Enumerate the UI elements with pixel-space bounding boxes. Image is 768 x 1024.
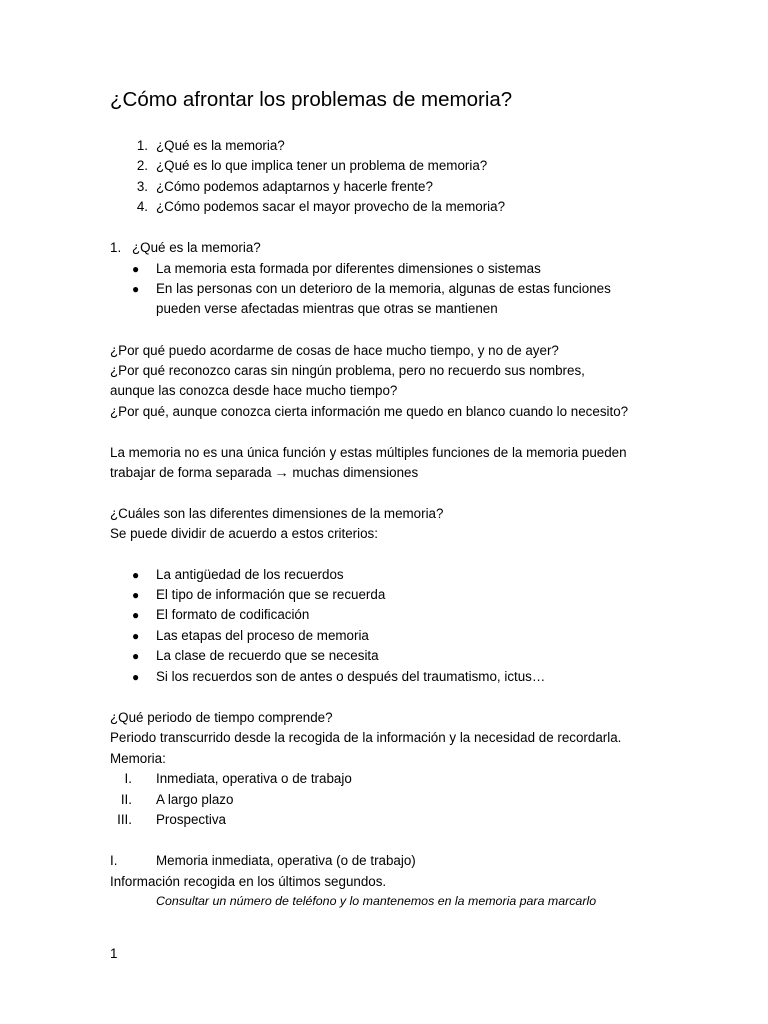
- roman-number: I.: [124, 771, 132, 786]
- example-line: Consultar un número de teléfono y lo mantenemos en la memoria para marcarlo: [156, 894, 597, 908]
- paragraph-text: muchas dimensiones: [292, 465, 419, 480]
- section-number: 1.: [110, 240, 122, 255]
- bullet-icon: ●: [132, 649, 140, 663]
- bullet-text: El formato de codificación: [156, 607, 310, 622]
- question-line: ¿Por qué, aunque conozca cierta información me quedo en blanco cuando lo necesito?: [110, 404, 629, 419]
- description-line: Información recogida en los últimos segundos.: [110, 874, 387, 889]
- question-line: ¿Qué periodo de tiempo comprende?: [110, 710, 333, 725]
- toc-text: ¿Cómo podemos sacar el mayor provecho de la memoria?: [156, 199, 506, 214]
- bullet-text: En las personas con un deterioro de la memoria, algunas de estas funciones: [156, 281, 611, 296]
- toc-text: ¿Qué es lo que implica tener un problema de memoria?: [156, 158, 488, 173]
- roman-text: Inmediata, operativa o de trabajo: [156, 771, 352, 786]
- page-number: 1: [110, 946, 118, 961]
- section-heading-text: ¿Qué es la memoria?: [132, 240, 261, 255]
- subsection-heading-text: Memoria inmediata, operativa (o de trabajo): [156, 853, 416, 868]
- toc-number: 4.: [136, 199, 148, 214]
- toc-text: ¿Cómo podemos adaptarnos y hacerle frente?: [156, 179, 433, 194]
- bullet-text: pueden verse afectadas mientras que otras se mantienen: [156, 301, 498, 316]
- subsection-heading: [110, 851, 416, 871]
- roman-number: II.: [120, 792, 132, 807]
- toc-text: ¿Qué es la memoria?: [156, 138, 285, 153]
- bullet-icon: ●: [132, 608, 140, 622]
- toc-number: 1.: [136, 138, 148, 153]
- bullet-icon: ●: [132, 262, 140, 276]
- bullet-icon: ●: [132, 629, 140, 643]
- bullet-text: Las etapas del proceso de memoria: [156, 628, 369, 643]
- intro-line: Se puede dividir de acuerdo a estos criterios:: [110, 526, 378, 541]
- question-line: ¿Por qué puedo acordarme de cosas de hace mucho tiempo, y no de ayer?: [110, 343, 559, 358]
- bullet-icon: ●: [132, 282, 140, 296]
- bullet-text: La memoria esta formada por diferentes dimensiones o sistemas: [156, 261, 541, 276]
- toc-number: 3.: [136, 179, 148, 194]
- arrow-right-icon: →: [274, 465, 290, 480]
- definition-line: Periodo transcurrido desde la recogida de la información y la necesidad de recordarla.: [110, 730, 622, 745]
- roman-number: III.: [117, 812, 132, 827]
- paragraph-line: La memoria no es una única función y estas múltiples funciones de la memoria pueden: [110, 445, 627, 460]
- bullet-text: El tipo de información que se recuerda: [156, 587, 386, 602]
- paragraph-text: trabajar de forma separada: [110, 465, 272, 480]
- bullet-text: La clase de recuerdo que se necesita: [156, 648, 379, 663]
- subsection-number: I.: [110, 853, 118, 868]
- bullet-text: Si los recuerdos son de antes o después del traumatismo, ictus…: [156, 669, 546, 684]
- bullet-icon: ●: [132, 568, 140, 582]
- roman-text: A largo plazo: [156, 792, 234, 807]
- document-title: ¿Cómo afrontar los problemas de memoria?: [110, 88, 513, 111]
- bullet-icon: ●: [132, 588, 140, 602]
- roman-text: Prospectiva: [156, 812, 226, 827]
- question-line: ¿Cuáles son las diferentes dimensiones de la memoria?: [110, 506, 444, 521]
- question-line: aunque las conozca desde hace mucho tiempo?: [110, 383, 398, 398]
- section-heading: [110, 238, 261, 258]
- bullet-text: La antigüedad de los recuerdos: [156, 567, 344, 582]
- label-line: Memoria:: [110, 751, 166, 766]
- question-line: ¿Por qué reconozco caras sin ningún problema, pero no recuerdo sus nombres,: [110, 363, 585, 378]
- paragraph-line: [110, 463, 418, 483]
- toc-number: 2.: [136, 158, 148, 173]
- bullet-icon: ●: [132, 670, 140, 684]
